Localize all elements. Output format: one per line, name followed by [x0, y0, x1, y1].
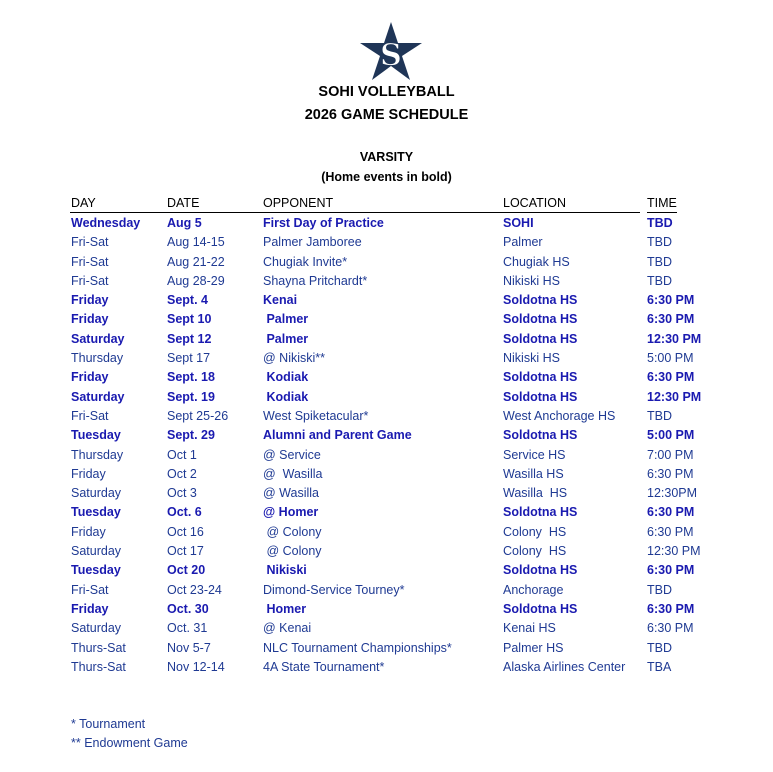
cell-location: Soldotna HS [503, 505, 578, 520]
cell-time: 12:30 PM [647, 389, 702, 404]
table-row [0, 349, 773, 368]
table-row [0, 426, 773, 445]
cell-time: 6:30 PM [647, 524, 694, 539]
cell-time: 12:30PM [647, 486, 698, 501]
cell-opponent: @ Wasilla [263, 466, 323, 481]
cell-location: Chugiak HS [503, 254, 570, 269]
cell-day: Friday [71, 601, 109, 616]
cell-location: Soldotna HS [503, 331, 578, 346]
cell-day: Friday [71, 466, 106, 481]
table-row [0, 503, 773, 522]
cell-day: Thursday [71, 351, 124, 366]
cell-date: Sept 25-26 [167, 408, 229, 423]
cell-location: Kenai HS [503, 621, 556, 636]
cell-date: Sept 12 [167, 331, 212, 346]
cell-date: Sept. 18 [167, 370, 215, 385]
column-header-time: TIME [647, 196, 677, 210]
cell-day: Tuesday [71, 563, 121, 578]
cell-opponent: NLC Tournament Championships* [263, 640, 452, 655]
cell-date: Oct 23-24 [167, 582, 222, 597]
cell-time: TBD [647, 408, 672, 423]
cell-opponent: @ Nikiski** [263, 351, 325, 366]
cell-location: Soldotna HS [503, 563, 578, 578]
cell-location: Soldotna HS [503, 428, 578, 443]
cell-time: 6:30 PM [647, 312, 695, 327]
cell-opponent: Kodiak [263, 370, 309, 385]
cell-date: Sept. 4 [167, 293, 208, 308]
cell-location: Palmer [503, 235, 543, 250]
cell-date: Oct. 31 [167, 621, 208, 636]
cell-opponent: Palmer [263, 331, 309, 346]
cell-time: 6:30 PM [647, 370, 695, 385]
cell-day: Thursday [71, 447, 124, 462]
cell-location: SOHI [503, 216, 534, 230]
cell-time: 6:30 PM [647, 505, 695, 520]
cell-day: Fri-Sat [71, 254, 109, 269]
cell-opponent: Shayna Pritchardt* [263, 273, 368, 288]
header-underline [70, 212, 640, 213]
cell-time: TBD [647, 273, 672, 288]
cell-date: Sept 10 [167, 312, 212, 327]
cell-location: Alaska Airlines Center [503, 659, 626, 674]
cell-opponent: 4A State Tournament* [263, 659, 385, 674]
table-row [0, 639, 773, 658]
cell-opponent: @ Colony [263, 544, 322, 559]
table-row [0, 310, 773, 329]
cell-date: Oct 2 [167, 466, 197, 481]
cell-time: TBD [647, 582, 672, 597]
cell-date: Aug 21-22 [167, 254, 225, 269]
cell-day: Saturday [71, 389, 125, 404]
cell-day: Tuesday [71, 428, 121, 443]
cell-date: Aug 5 [167, 216, 202, 230]
table-row [0, 523, 773, 542]
cell-time: TBA [647, 659, 672, 674]
cell-time: 6:30 PM [647, 563, 695, 578]
cell-time: 6:30 PM [647, 466, 694, 481]
cell-day: Fri-Sat [71, 235, 109, 250]
cell-location: Anchorage [503, 582, 564, 597]
cell-location: Wasilla HS [503, 486, 568, 501]
section-label: VARSITY [359, 150, 414, 164]
cell-date: Oct 3 [167, 486, 197, 501]
cell-time: TBD [647, 216, 673, 230]
cell-date: Oct. 30 [167, 601, 209, 616]
table-row [0, 484, 773, 503]
table-row [0, 368, 773, 387]
cell-day: Friday [71, 370, 109, 385]
table-row [0, 542, 773, 561]
cell-opponent: @ Homer [263, 505, 319, 520]
table-row [0, 291, 773, 310]
cell-opponent: Alumni and Parent Game [263, 428, 412, 443]
cell-day: Fri-Sat [71, 408, 109, 423]
home-events-note: (Home events in bold) [321, 170, 452, 184]
table-row [0, 253, 773, 272]
cell-date: Nov 12-14 [167, 659, 225, 674]
table-row [0, 619, 773, 638]
cell-day: Fri-Sat [71, 273, 109, 288]
cell-date: Oct 16 [167, 524, 204, 539]
cell-location: West Anchorage HS [503, 408, 616, 423]
cell-location: Colony HS [503, 524, 567, 539]
table-row [0, 407, 773, 426]
column-header-date: DATE [167, 196, 200, 210]
table-row [0, 658, 773, 677]
table-row [0, 233, 773, 252]
cell-date: Nov 5-7 [167, 640, 211, 655]
cell-time: 12:30 PM [647, 544, 701, 559]
column-header-location: LOCATION [503, 196, 566, 210]
cell-time: 7:00 PM [647, 447, 694, 462]
cell-day: Saturday [71, 621, 122, 636]
cell-time: TBD [647, 640, 672, 655]
cell-location: Soldotna HS [503, 312, 578, 327]
header-underline-time [647, 212, 677, 213]
cell-time: 5:00 PM [647, 351, 694, 366]
cell-location: Colony HS [503, 544, 567, 559]
cell-date: Sept 17 [167, 351, 211, 366]
cell-time: 6:30 PM [647, 293, 695, 308]
cell-date: Aug 28-29 [167, 273, 225, 288]
cell-day: Saturday [71, 486, 122, 501]
cell-day: Fri-Sat [71, 582, 109, 597]
table-row [0, 600, 773, 619]
cell-time: TBD [647, 235, 672, 250]
cell-opponent: Homer [263, 601, 307, 616]
cell-date: Oct 17 [167, 544, 204, 559]
cell-opponent: @ Service [263, 447, 321, 462]
cell-day: Thurs-Sat [71, 640, 126, 655]
page-subtitle: 2026 GAME SCHEDULE [304, 107, 469, 123]
cell-location: Wasilla HS [503, 466, 564, 481]
cell-time: 12:30 PM [647, 331, 702, 346]
table-row [0, 330, 773, 349]
cell-date: Sept. 29 [167, 428, 215, 443]
svg-text:S: S [380, 38, 402, 73]
cell-date: Sept. 19 [167, 389, 215, 404]
schedule-table [0, 214, 773, 677]
cell-time: TBD [647, 254, 672, 269]
cell-opponent: Dimond-Service Tourney* [263, 582, 405, 597]
cell-location: Palmer HS [503, 640, 564, 655]
cell-time: 5:00 PM [647, 428, 695, 443]
cell-day: Friday [71, 524, 106, 539]
cell-day: Saturday [71, 331, 125, 346]
cell-time: 6:30 PM [647, 621, 694, 636]
cell-day: Tuesday [71, 505, 121, 520]
cell-location: Soldotna HS [503, 601, 578, 616]
cell-location: Soldotna HS [503, 293, 578, 308]
cell-location: Soldotna HS [503, 389, 578, 404]
cell-opponent: Kodiak [263, 389, 309, 404]
cell-day: Thurs-Sat [71, 659, 126, 674]
cell-location: Nikiski HS [503, 273, 560, 288]
cell-opponent: @ Kenai [263, 621, 312, 636]
cell-location: Service HS [503, 447, 566, 462]
cell-opponent: @ Colony [263, 524, 322, 539]
cell-day: Friday [71, 293, 109, 308]
column-header-day: DAY [71, 196, 96, 210]
cell-opponent: Palmer Jamboree [263, 235, 362, 250]
cell-date: Oct 20 [167, 563, 206, 578]
cell-opponent: Nikiski [263, 563, 307, 578]
table-row [0, 388, 773, 407]
star-s-logo-icon [360, 22, 422, 80]
table-row [0, 214, 773, 233]
cell-date: Oct. 6 [167, 505, 202, 520]
cell-opponent: Chugiak Invite* [263, 254, 348, 269]
footnote-tournament: * Tournament [71, 717, 146, 731]
cell-day: Friday [71, 312, 109, 327]
cell-location: Nikiski HS [503, 351, 560, 366]
cell-location: Soldotna HS [503, 370, 578, 385]
cell-day: Wednesday [71, 216, 141, 230]
page-title: SOHI VOLLEYBALL [318, 84, 455, 100]
cell-time: 6:30 PM [647, 601, 695, 616]
cell-opponent: Kenai [263, 293, 298, 308]
cell-opponent: Palmer [263, 312, 309, 327]
table-row [0, 581, 773, 600]
cell-opponent: West Spiketacular* [263, 408, 369, 423]
cell-date: Aug 14-15 [167, 235, 225, 250]
table-row [0, 446, 773, 465]
table-row [0, 272, 773, 291]
cell-opponent: @ Wasilla [263, 486, 319, 501]
table-row [0, 465, 773, 484]
footnote-endowment: ** Endowment Game [71, 736, 188, 750]
cell-opponent: First Day of Practice [263, 216, 384, 230]
table-row [0, 561, 773, 580]
column-header-opponent: OPPONENT [263, 196, 334, 210]
cell-date: Oct 1 [167, 447, 197, 462]
cell-day: Saturday [71, 544, 122, 559]
